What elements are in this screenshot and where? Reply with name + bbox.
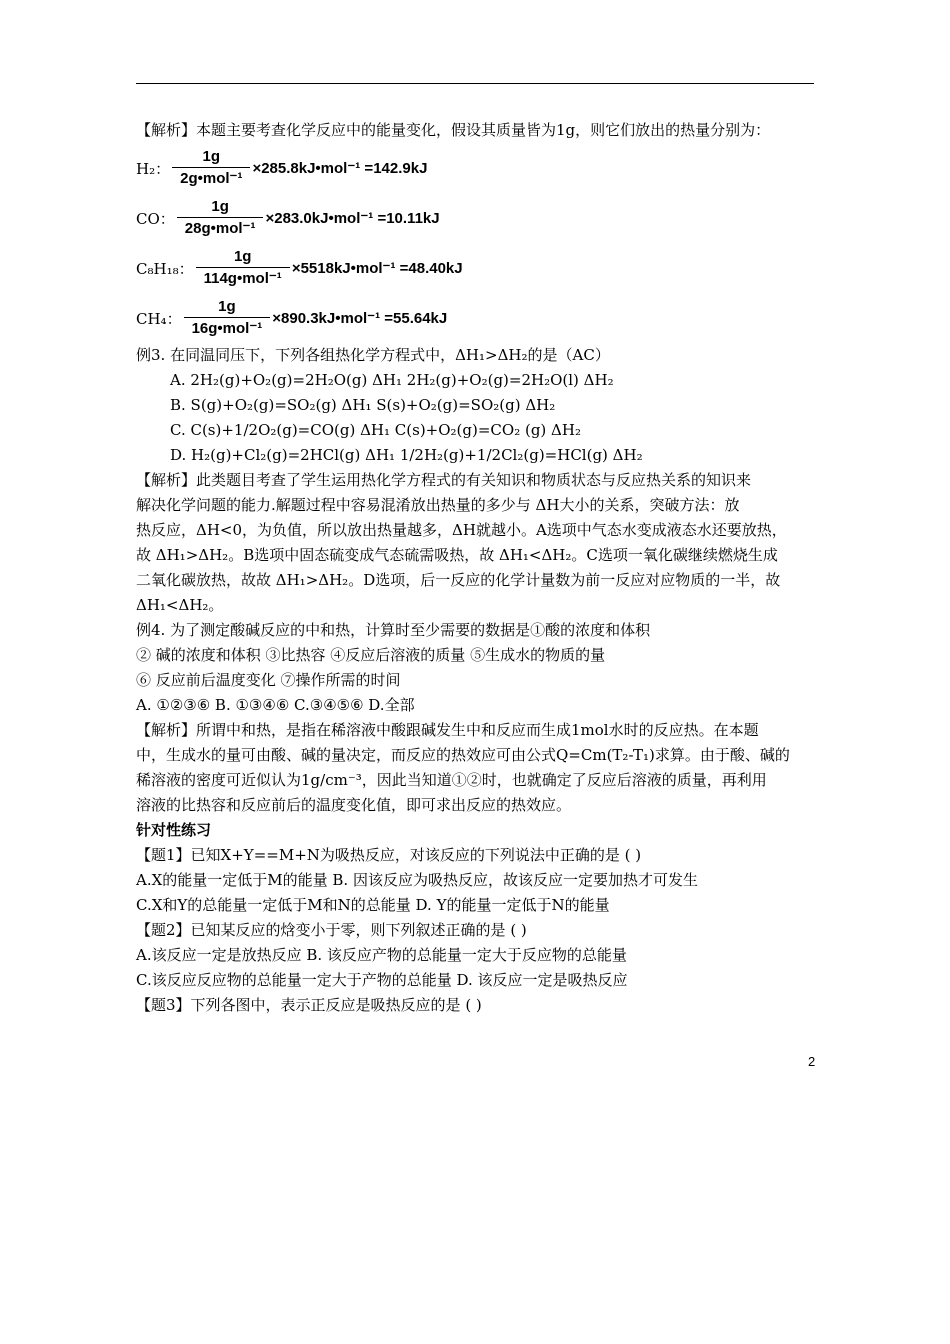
example-4-analysis: 【解析】所谓中和热，是指在稀溶液中酸跟碱发生中和反应而生成1mol水时的反应热。在本题 中，生成水的量可由酸、碱的量决定，而反应的热效应可由公式Q=Cm(T₂-T₁)求算。由于酸、碱的 稀溶液的密度可近似认为1g/cm⁻³，因此当知道①②时，也就确定了反应后溶液的质量，再利用 溶液的比热容和反应前后的温度变化值，即可求出反应的热效应。 (136, 721, 790, 814)
example-3-option-b: B. S(g)+O₂(g)=SO₂(g) ΔH₁ S(s)+O₂(g)=SO₂(g) ΔH₂ (170, 396, 556, 414)
example-3-option-d: D. H₂(g)+Cl₂(g)=2HCl(g) ΔH₁ 1/2H₂(g)+1/2Cl₂(g)=HCl(g) ΔH₂ (170, 446, 643, 464)
example-4-options: A. ①②③⑥ B. ①③④⑥ C.③④⑤⑥ D.全部 (136, 696, 415, 714)
practice-heading: 针对性练习 (136, 821, 212, 839)
question-2-options-ab: A.该反应一定是放热反应 B. 该反应产物的总能量一定大于反应物的总能量 (136, 946, 627, 964)
example-3-title: 例3. 在同温同压下，下列各组热化学方程式中，ΔH₁>ΔH₂的是（AC） (136, 346, 610, 364)
content (136, 118, 816, 1018)
formula-c8h18: C₈H₁₈： $\frac{1g}{\text{114g•mol⁻¹}}$ ×5518kJ•mol⁻¹ =48.40kJ (136, 243, 816, 293)
formula-list (136, 143, 816, 343)
example-3-option-c: C. C(s)+1/2O₂(g)=CO(g) ΔH₁ C(s)+O₂(g)=CO₂ (g) ΔH₂ (170, 421, 581, 439)
formula-ch4: CH₄： $\frac{1g}{\text{16g•mol⁻¹}}$ ×890.3kJ•mol⁻¹ =55.64kJ (136, 293, 816, 343)
question-1-stem: 【题1】已知X+Y==M+N为吸热反应，对该反应的下列说法中正确的是 ( ) (136, 846, 642, 864)
question-3-stem: 【题3】下列各图中，表示正反应是吸热反应的是 ( ) (136, 996, 482, 1014)
example-4-line-2: ⑥ 反应前后温度变化 ⑦操作所需的时间 (136, 671, 401, 689)
example-4-title: 例4. 为了测定酸碱反应的中和热，计算时至少需要的数据是①酸的浓度和体积 (136, 621, 651, 639)
question-1-options-ab: A.X的能量一定低于M的能量 B. 因该反应为吸热反应，故该反应一定要加热才可发生 (136, 871, 698, 889)
header-rule (136, 83, 814, 84)
example-3-analysis: 【解析】此类题目考查了学生运用热化学方程式的有关知识和物质状态与反应热关系的知识来 解决化学问题的能力.解题过程中容易混淆放出热量的多少与 ΔH大小的关系，突破方法：放 热反应，ΔH<0，为负值，所以放出热量越多，ΔH就越小。A选项中气态水变成液态水还要放热， 故 ΔH₁>ΔH₂。B选项中固态硫变成气态硫需吸热，故 ΔH₁<ΔH₂。C选项一氧化碳继续燃烧生成 二氧化碳放热，故故 ΔH₁>ΔH₂。D选项，后一反应的化学计量数为前一反应对应物质的一半，故 ΔH₁<ΔH₂。 (136, 471, 787, 614)
page-number: 2 (808, 1054, 816, 1069)
question-2-stem: 【题2】已知某反应的焓变小于零，则下列叙述正确的是 ( ) (136, 921, 527, 939)
example-4-line-1: ② 碱的浓度和体积 ③比热容 ④反应后溶液的质量 ⑤生成水的物质的量 (136, 646, 606, 664)
question-1-options-cd: C.X和Y的总能量一定低于M和N的总能量 D. Y的能量一定低于N的能量 (136, 896, 610, 914)
question-2-options-cd: C.该反应反应物的总能量一定大于产物的总能量 D. 该反应一定是吸热反应 (136, 971, 628, 989)
formula-h2: H₂： $\frac{1g}{\text{2g•mol⁻¹}}$ ×285.8kJ•mol⁻¹ =142.9kJ (136, 143, 816, 193)
formula-co: CO： $\frac{1g}{\text{28g•mol⁻¹}}$ ×283.0kJ•mol⁻¹ =10.11kJ (136, 193, 816, 243)
example-3-option-a: A. 2H₂(g)+O₂(g)=2H₂O(g) ΔH₁ 2H₂(g)+O₂(g)=2H₂O(l) ΔH₂ (170, 371, 614, 389)
analysis-1: 【解析】本题主要考查化学反应中的能量变化，假设其质量皆为1g，则它们放出的热量分别为： (136, 121, 771, 139)
